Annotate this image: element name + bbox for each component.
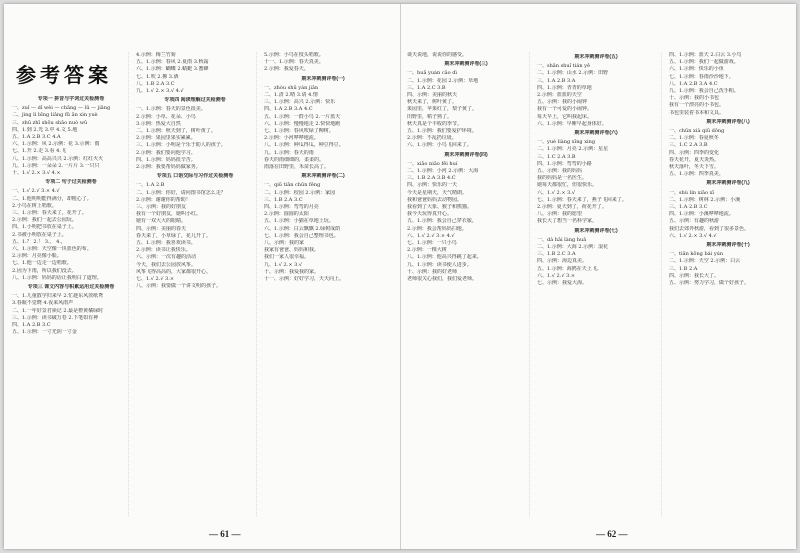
- answer-line: 四、示例：海边真美。: [537, 258, 588, 265]
- answer-line: 2.示例：我会帮妈妈扫地。: [407, 225, 467, 232]
- answer-line: 秋天真是个丰收的季节。: [407, 120, 463, 127]
- answer-line: 五、1.示例：我喜欢读书。: [136, 240, 196, 247]
- answer-line: 我有一个可爱的小闹钟。: [537, 106, 593, 113]
- answer-line: 我们一家人很幸福。: [264, 254, 310, 261]
- answer-line: 六、示例：一次有趣的活动: [136, 254, 197, 261]
- answer-line: 六、1.示例：白云飘飘 2.绿树成荫: [264, 225, 341, 232]
- answer-line: 七、1.他一边走一边唱歌。: [12, 260, 72, 267]
- right-page: [400, 4, 796, 549]
- answer-line: 三、1.示例：春天来了，花开了。: [12, 210, 87, 217]
- answer-line: 四、1.示例：弯弯的小路: [537, 160, 592, 167]
- answer-line: 三、1.A 2.C 3.B: [407, 84, 446, 91]
- answer-line: 七、示例：我爱大海。: [537, 280, 588, 287]
- answer-line: 九、1.示例：我会自己洗手帕。: [669, 88, 739, 95]
- right-page-number: — 62 —: [596, 529, 628, 539]
- answer-line: 三、1.示例：小明是个乐于助人的孩子。: [136, 142, 226, 149]
- answer-line: 四、1.示例：蓝天 2.白云 3.小鸟: [669, 52, 742, 58]
- answer-line: 5.示例：小鸟在枝头唱歌。: [264, 52, 324, 58]
- answer-line: 一、1.儿童散学归来早 2.忙趁东风放纸鸢: [12, 293, 104, 300]
- answer-line: 七、1.开 2.走 3.看 4.飞: [12, 148, 66, 155]
- answer-line: 三、1.A 2.B 3.C: [669, 204, 708, 211]
- answer-line: 十、1.√ 2.× 3.√ 4.×: [12, 170, 61, 177]
- answer-line: 二、1.示例：小河 2.示例：大海: [407, 168, 479, 175]
- answer-line: 二、1.清 2.晴 3.请 4.情: [264, 92, 318, 99]
- answer-line: 三、1.C 2.A 3.B: [537, 153, 576, 160]
- answer-line: 3.示例：热爱大自然: [136, 120, 181, 127]
- answer-line: 八、1.B 2.A 3.C: [136, 80, 175, 87]
- answer-line: 五、1.示例：海鸥在天上飞。: [537, 265, 602, 272]
- answer-line: 一、qiū tiān chūn fēng: [264, 182, 321, 189]
- left-col-1: [12, 94, 130, 337]
- answer-line: 秋天来了，树叶黄了。: [407, 99, 458, 106]
- answer-line: 三、1.B 2.A 3.B 4.C: [407, 175, 456, 182]
- answer-line: 一、1.A 2.B: [136, 182, 165, 189]
- answer-line: 我今天玩得真开心。: [407, 211, 453, 218]
- answer-line: 六、1.示例：小鸟飞回来了。: [407, 142, 472, 149]
- answer-line: 我们去郊外秋游，看到了很多景色。: [669, 225, 750, 232]
- answer-line: 五、示例：我的妈妈: [537, 168, 583, 175]
- answer-line: 果园里，苹果红了，梨子黄了。: [407, 106, 478, 113]
- answer-line: 2.示例：一棵大树: [407, 247, 447, 254]
- answer-line: 三、1.示例：读书破万卷 2.下笔如有神: [12, 314, 99, 321]
- answer-line: 六、1.√ 2.× 3.√: [537, 189, 576, 196]
- answer-line: 她每天都很忙，但很快乐。: [537, 182, 598, 189]
- answer-line: 一、huā yuán cǎo dì: [407, 70, 458, 77]
- answer-line: 四、示例：美丽的秋天: [407, 92, 458, 99]
- answer-line: 4.示例：梅兰竹菊: [136, 52, 176, 58]
- answer-line: 八、示例：我的家: [264, 240, 305, 247]
- section-heading: 专项四 阅读理解过关检测卷: [164, 97, 226, 104]
- answer-line: 2.示例：月亮像小船。: [12, 253, 62, 260]
- answer-line: 我长大了想当一名科学家。: [537, 218, 598, 225]
- answer-line: 2.示例：小草、花朵、小鸟: [136, 113, 196, 120]
- answer-line: 二、1.一年好景君须记 2.最是橙黄橘绿时: [12, 307, 104, 314]
- answer-line: 二、jìng lì bīng liǎng fǔ ǎn xìn yuè: [12, 112, 98, 119]
- answer-line: 我的妈妈是一名医生。: [537, 175, 588, 182]
- left-page: [4, 4, 400, 549]
- answer-line: 谈天说地，说说你的感受。: [407, 52, 468, 58]
- answer-line: 二、1.示例：花园 2.示例：草地: [407, 77, 479, 84]
- answer-line: 七、1.示例：春天来了，燕子飞回来了。: [537, 196, 627, 203]
- section-heading: 期末冲刺测评卷(七): [574, 227, 618, 234]
- answer-line: 2.小鸟在树上唱歌。: [12, 202, 57, 209]
- answer-line: 六、1.示例：早睡早起身体好。: [537, 120, 607, 127]
- answer-line: 十、示例：我的小书包: [669, 95, 720, 102]
- left-page-number: — 61 —: [209, 529, 241, 539]
- answer-line: 五、1.示例：我们一起做游戏。: [669, 59, 739, 66]
- answer-line: 四、1.到 2.光 3.中 4.文 5.地: [12, 126, 78, 133]
- answer-line: 三、1.B 2.A 3.C: [264, 196, 303, 203]
- answer-line: 六、1.√ 2.√ 3.× 4.√: [407, 232, 455, 239]
- answer-line: 三、1.示例：高兴 2.示例：快乐: [264, 99, 336, 106]
- answer-line: 每天早上，它叫我起床。: [537, 113, 593, 120]
- answer-line: 二、1.示例：月亮 2.示例：星星: [537, 146, 609, 153]
- answer-line: 四、1.小明把书放在桌子上。: [12, 224, 77, 231]
- answer-line: 八、示例：我的愿望: [537, 211, 583, 218]
- answer-line: 四、1.示例：妈妈很辛苦。: [136, 156, 196, 163]
- answer-line: 2.示例：我们一起去公园玩。: [12, 217, 77, 224]
- answer-line: 五、1.A 2.B 3.C 4.A: [12, 134, 61, 141]
- answer-line: 五、1.示例：四季真美。: [669, 171, 724, 178]
- answer-line: 十、示例：我爱我的家。: [264, 268, 320, 275]
- answer-line: 今天是星期天，天气晴朗。: [407, 189, 468, 196]
- answer-line: 五、1.示例：我们要爱护环境。: [407, 128, 477, 135]
- answer-line: 2.因为下雨，所以我们没去。: [12, 267, 77, 274]
- answer-line: 田野里，稻子熟了。: [407, 113, 453, 120]
- section-heading: 期末冲刺测评卷(八): [706, 118, 750, 125]
- answer-line: 她有一双大大的眼睛。: [136, 218, 187, 225]
- answer-line: 四、示例：我长大了。: [669, 272, 720, 279]
- answer-line: 六、1.√ 2.√ 3.×: [537, 272, 576, 279]
- section-heading: 期末冲刺测评卷(十): [706, 242, 750, 249]
- section-heading: 期末冲刺测评卷(四): [444, 151, 488, 158]
- answer-line: 四、示例：四季的变化: [669, 149, 720, 156]
- answer-line: 六、1.示例：风 2.示例：花 3.示例：雨: [12, 141, 100, 148]
- answer-line: 八、1.示例：高高兴兴 2.示例：红红火火: [12, 155, 104, 162]
- answer-line: 老师很关心我们，我们爱老师。: [407, 276, 478, 283]
- answer-line: 五、1.示例：春风 2.夏雨 3.秋霜: [136, 59, 209, 66]
- answer-line: 三、1.B 2.C 3.A: [537, 251, 576, 258]
- answer-line: 一、chūn xià qiū dōng: [669, 128, 725, 135]
- answer-line: 2.示例：小河哗哗地流。: [264, 135, 319, 142]
- answer-title: 参考答案: [16, 63, 112, 87]
- answer-line: 五、1.示例：小猫在草地上玩。: [264, 218, 334, 225]
- answer-line: 五、示例：努力学习，做个好孩子。: [669, 280, 750, 287]
- answer-line: 风筝飞得高高的，大家都很开心。: [136, 268, 212, 275]
- answer-line: 2.示例：果园里果实累累。: [136, 135, 196, 142]
- answer-line: 春天来了，小草绿了，花儿开了。: [136, 232, 212, 239]
- answer-line: 五、1.示例：我会自己穿衣服。: [407, 218, 477, 225]
- answer-line: 书包里装着书本和文具。: [669, 109, 725, 116]
- answer-line: 二、1.示例：天空 2.示例：白云: [669, 258, 741, 265]
- answer-line: 3.春眠不觉晓 4.夜来风雨声: [12, 300, 74, 307]
- answer-line: 五、1.示例：一寸光阴一寸金: [12, 329, 77, 336]
- answer-line: 三、示例：我的好朋友: [136, 204, 187, 211]
- answer-line: 四、1.A 2.B 3.A 4.C: [264, 106, 313, 113]
- answer-line: 二、1.示例：校园 2.示例：家园: [264, 189, 336, 196]
- answer-spread: [4, 4, 796, 549]
- section-heading: 专项一 拼音与字词过关检测卷: [37, 96, 105, 102]
- answer-line: 四、1.示例：小溪哗哗地流。: [669, 211, 734, 218]
- answer-line: 一、tiān kōng bái yún: [669, 251, 724, 258]
- answer-line: 八、1.A 2.B 3.A 4.C: [669, 80, 718, 87]
- answer-line: 今天，我们去公园放风筝。: [136, 261, 197, 268]
- answer-line: 九、1.示例：一朵朵 2.一片片 3.一只只: [12, 162, 100, 169]
- answer-line: 四、1.A 2.B 3.C: [12, 322, 51, 329]
- answer-line: 2.示例：读书让我快乐。: [136, 247, 191, 254]
- answer-line: 一、yuè liàng xīng xing: [537, 139, 596, 146]
- answer-line: 二、1.示例：春夏秋冬: [669, 135, 719, 142]
- answer-line: 四、1.示例：青青的草地: [537, 84, 592, 91]
- answer-line: 三、1.B 2.A: [669, 265, 698, 272]
- answer-line: 九、1.√ 2.× 3.√ 4.√: [136, 88, 184, 95]
- answer-line: 七、1.示例：一只小鸟: [407, 240, 457, 247]
- answer-line: 七、1.吹 2.拂 3.洒: [136, 73, 179, 80]
- answer-line: 一、shù lín xiǎo xī: [669, 189, 715, 196]
- section-heading: 期末冲刺测评卷(三): [444, 61, 488, 68]
- answer-line: 五、1.？ 2.！ 3.。 4.，: [12, 238, 66, 245]
- answer-line: 七、1.示例：我会自己整理书包。: [264, 232, 339, 239]
- answer-line: 六、1.示例：天空像一块蓝色的布。: [12, 246, 92, 253]
- answer-line: 十、示例：我的好老师: [407, 268, 458, 275]
- answer-line: 五、示例：我的小闹钟: [537, 99, 588, 106]
- answer-line: 一、1.示例：春天的景色很美。: [136, 106, 206, 113]
- answer-line: 十一、1.示例：春天真美。: [264, 59, 324, 66]
- answer-line: 九、1.示例：读书使人进步。: [407, 261, 472, 268]
- answer-line: 二、1.示例：山水 2.示例：田野: [537, 70, 609, 77]
- section-heading: 期末冲刺测评卷(九): [706, 180, 750, 187]
- answer-line: 七、1.示例：春风吹绿了柳树。: [264, 128, 334, 135]
- answer-line: 我有一个漂亮的小书包。: [669, 102, 725, 109]
- answer-line: 八、示例：我要做一个讲文明的孩子。: [136, 283, 222, 290]
- answer-line: 三、zhū zhī shōu shāo nuò wǔ: [12, 119, 88, 126]
- answer-line: 六、1.示例：蝴蝶 2.蜻蜓 3.蜜蜂: [136, 66, 209, 73]
- answer-line: 五、1.示例：一群小鸟 2.一片蓝天: [264, 113, 341, 120]
- answer-line: 一、dà hǎi làng huā: [537, 236, 587, 243]
- answer-line: 二、1.示例：树林 2.示例：小溪: [669, 196, 741, 203]
- section-heading: 期末冲刺测评卷(一): [301, 75, 345, 82]
- section-heading: 期末冲刺测评卷(二): [301, 173, 345, 180]
- answer-line: 七、1.√ 2.√ 3.×: [136, 276, 175, 283]
- answer-line: 春天花开，夏天炎热。: [669, 156, 720, 163]
- answer-line: 四、1.示例：弯弯的月亮: [264, 204, 319, 211]
- answer-line: 一、zhòu shū yán jiǎn: [264, 84, 319, 91]
- answer-line: 2.示例：蓝蓝的天空: [537, 92, 582, 99]
- answer-line: 四、示例：快乐的一天: [407, 182, 458, 189]
- answer-line: 六、1.示例：快乐的小鱼: [669, 66, 724, 73]
- answer-line: 2.示例：圆圆的太阳: [264, 211, 309, 218]
- answer-line: 一、1.√ 2.√ 3.× 4.√: [12, 188, 60, 195]
- answer-line: 2.示例：谢谢你的帮助！: [136, 196, 191, 203]
- answer-line: 二、1.示例：你好，请问图书馆怎么走？: [136, 189, 226, 196]
- answer-line: 九、1.√ 2.× 3.√: [264, 261, 303, 268]
- answer-line: 2.示例：我们要向他学习。: [136, 149, 196, 156]
- answer-line: 二、1.示例：大海 2.示例：浪花: [537, 244, 609, 251]
- answer-line: 2.示例：夏天到了，荷花开了。: [537, 204, 607, 211]
- answer-line: 二、1.他明明能得满分，却粗心了。: [12, 195, 92, 202]
- answer-line: 2.示例：我要帮妈妈做家务。: [136, 164, 201, 171]
- answer-line: 十一、示例：好好学习，天天向上。: [264, 276, 345, 283]
- answer-line: 雨落在田野里，禾苗长高了。: [264, 164, 330, 171]
- answer-line: 七、1.示例：春雨沙沙地下。: [669, 73, 734, 80]
- right-col-2: [537, 52, 655, 287]
- section-heading: 专项二 句子过关检测卷: [45, 179, 97, 186]
- answer-line: 六、1.√ 2.× 3.√ 4.√: [669, 232, 717, 239]
- answer-line: 我和爸爸妈妈去动物园。: [407, 196, 463, 203]
- left-col-2: [136, 52, 254, 291]
- section-heading: 期末冲刺测评卷(五): [574, 54, 618, 60]
- left-col-3: [264, 52, 382, 283]
- answer-line: 一、zuǐ — dǐ wèi — chǎng — lǜ — jiāng: [12, 105, 111, 112]
- answer-line: 八、1.示例：妈妈的话让我明白了道理。: [12, 274, 102, 281]
- section-heading: 期末冲刺测评卷(六): [574, 130, 618, 137]
- answer-line: 一、xiǎo niǎo fēi huí: [407, 160, 458, 167]
- answer-line: 2.示例：我爱春天。: [264, 66, 309, 73]
- answer-line: 2.书被小明放在桌子上。: [12, 231, 67, 238]
- section-heading: 专项三 课文内容与积累运用过关检测卷: [27, 284, 115, 291]
- answer-line: 秋天落叶，冬天下雪。: [669, 164, 720, 171]
- answer-line: 我看到了大象、猴子和熊猫。: [407, 204, 473, 211]
- answer-line: 春天的雨细细的，柔柔的。: [264, 156, 325, 163]
- answer-line: 三、1.C 2.A 3.B: [669, 142, 708, 149]
- answer-line: 2.示例：不乱扔垃圾。: [407, 135, 457, 142]
- answer-line: 三、1.A 2.B 3.A: [537, 77, 576, 84]
- right-col-1: [407, 52, 525, 283]
- answer-line: 八、1.示例：种瓜得瓜，种豆得豆。: [264, 142, 344, 149]
- section-heading: 专项五 口语交际与习作过关检测卷: [156, 173, 234, 180]
- answer-line: 八、1.示例：他高兴得跳了起来。: [407, 254, 482, 261]
- answer-line: 一、shān shuǐ tián yě: [537, 63, 590, 70]
- answer-line: 四、示例：美丽的春天: [136, 225, 187, 232]
- answer-line: 我有一个好朋友，她叫小红。: [136, 211, 202, 218]
- answer-line: 九、1.示例：春天的雨: [264, 149, 314, 156]
- right-col-3: [669, 52, 787, 287]
- answer-line: 六、1.示例：慢慢地走 2.快快地跑: [264, 120, 341, 127]
- answer-line: 我家有爸爸、妈妈和我。: [264, 247, 320, 254]
- answer-line: 五、示例：有趣的秋游: [669, 218, 720, 225]
- answer-line: 二、1.示例：秋天到了，树叶黄了。: [136, 128, 216, 135]
